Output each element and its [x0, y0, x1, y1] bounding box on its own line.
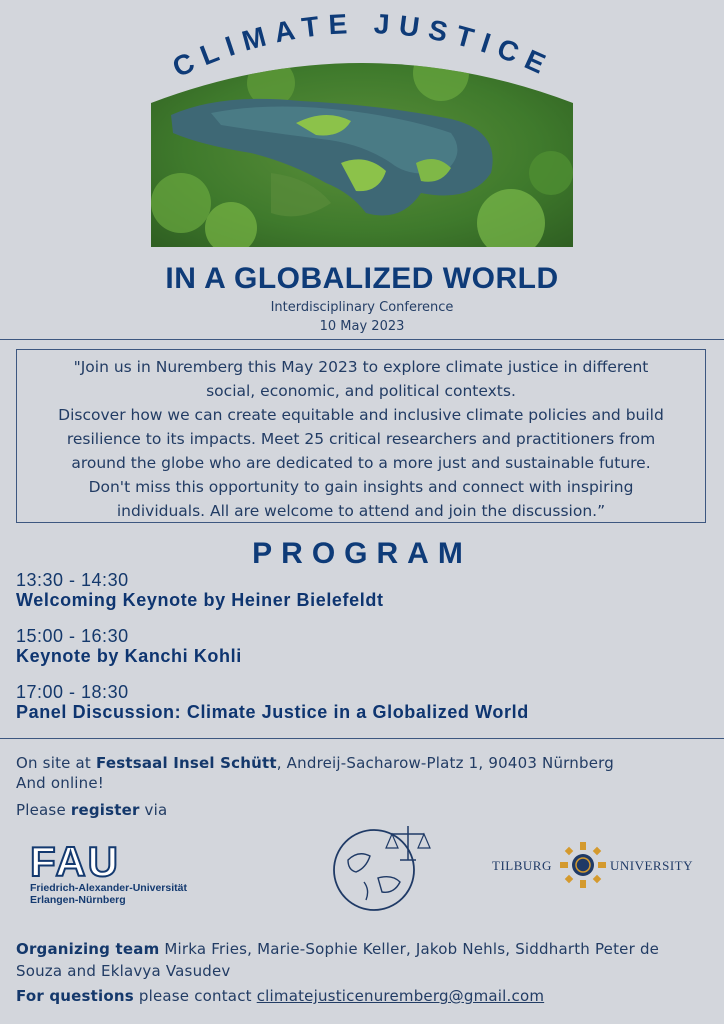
- program-time-2: 15:00 - 16:30: [16, 626, 129, 646]
- program-time-1: 13:30 - 14:30: [16, 570, 129, 590]
- program-event-1: Welcoming Keynote by Heiner Bielefeldt: [16, 590, 384, 610]
- venue-line: On site at Festsaal Insel Schütt, Andreij-Sacharow-Platz 1, 90403 Nürnberg: [16, 754, 614, 772]
- aerial-forest-image: [151, 53, 573, 247]
- program-event-2: Keynote by Kanchi Kohli: [16, 646, 242, 666]
- conference-type: Interdisciplinary Conference: [270, 300, 454, 315]
- conference-date: 10 May 2023: [319, 319, 405, 334]
- intro-line: Don't miss this opportunity to gain insights and connect with inspiring: [88, 478, 634, 496]
- tilburg-left-text: TILBURG: [492, 858, 552, 873]
- main-title: IN A GLOBALIZED WORLD: [165, 262, 559, 295]
- intro-line: "Join us in Nuremberg this May 2023 to explore climate justice in different: [73, 358, 649, 376]
- intro-line: social, economic, and political contexts.: [206, 382, 516, 400]
- program-event-3: Panel Discussion: Climate Justice in a Globalized World: [16, 702, 529, 722]
- email-link[interactable]: climatejusticenuremberg@gmail.com: [256, 987, 545, 1005]
- contact-line: For questions please contact climatejusticenuremberg@gmail.com: [16, 987, 545, 1005]
- divider-top: [0, 339, 724, 340]
- team-label: Organizing team: [16, 940, 160, 958]
- register-link[interactable]: register: [70, 801, 140, 819]
- organizing-team: [16, 938, 706, 982]
- register-line: Please register via: [16, 801, 168, 819]
- intro-line: Discover how we can create equitable and inclusive climate policies and build: [58, 406, 664, 424]
- questions-label: For questions: [16, 987, 134, 1005]
- tilburg-logo: [492, 840, 692, 896]
- tilburg-emblem: [558, 840, 608, 890]
- venue-name: Festsaal Insel Schütt: [95, 754, 277, 772]
- fau-logo: [30, 838, 200, 906]
- program-time-3: 17:00 - 18:30: [16, 682, 129, 702]
- globe-scales-logo: [330, 820, 432, 912]
- fau-mark: FAU: [30, 838, 120, 885]
- fau-name-line1: Friedrich-Alexander-Universität: [30, 882, 187, 894]
- online-line: And online!: [16, 774, 105, 792]
- fau-name-line2: Erlangen-Nürnberg: [30, 894, 126, 906]
- intro-line: around the globe who are dedicated to a more just and sustainable future.: [71, 454, 651, 472]
- team-names: Mirka Fries, Marie-Sophie Keller, Jakob Nehls, Siddharth Peter de Souza and Eklavya Vasudev: [16, 940, 660, 980]
- program-heading: PROGRAM: [252, 537, 472, 570]
- divider-bottom: [0, 738, 724, 739]
- tilburg-right-text: UNIVERSITY: [610, 858, 693, 873]
- intro-line: individuals. All are welcome to attend and join the discussion.”: [116, 502, 606, 520]
- intro-box: [16, 349, 706, 523]
- intro-line: resilience to its impacts. Meet 25 critical researchers and practitioners from: [66, 430, 656, 448]
- arc-title-text: CLIMATE JUSTICE: [167, 7, 559, 84]
